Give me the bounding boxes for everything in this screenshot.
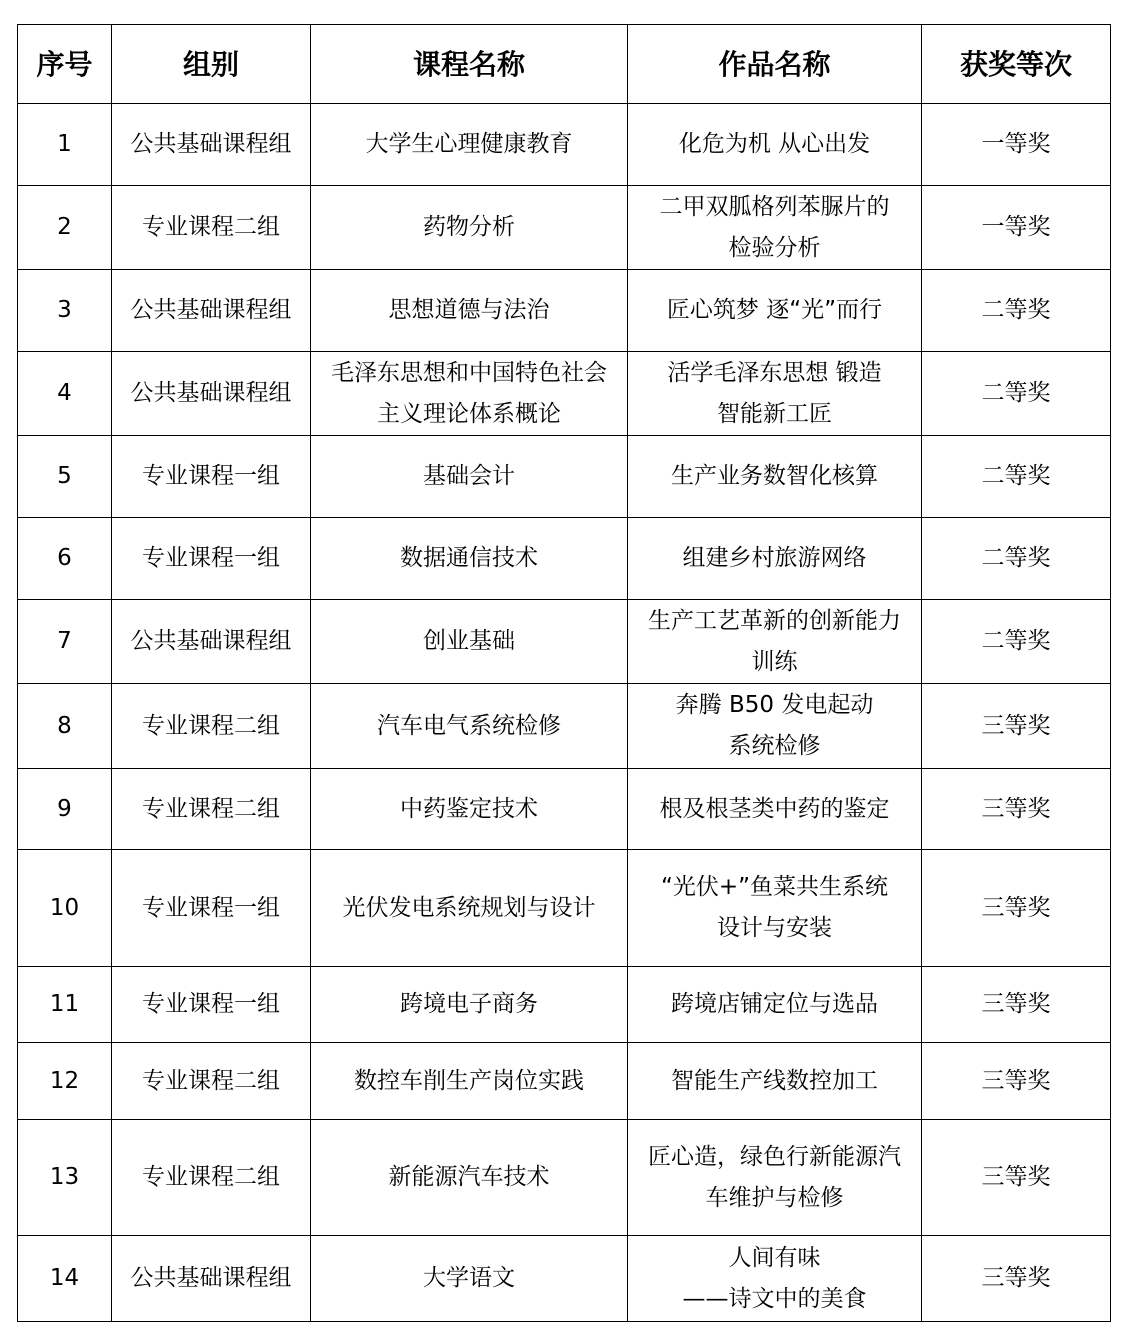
cell-award: 三等奖	[922, 1236, 1111, 1322]
cell-course	[311, 600, 628, 684]
cell-award: 三等奖	[922, 769, 1111, 850]
cell-work-line: 车维护与检修	[705, 1184, 844, 1211]
table-row	[18, 352, 1111, 436]
cell-award: 二等奖	[922, 436, 1111, 518]
cell-work	[628, 1120, 922, 1236]
cell-course-line: 汽车电气系统检修	[377, 712, 561, 739]
cell-course	[311, 518, 628, 600]
cell-no: 12	[18, 1043, 112, 1120]
cell-group: 专业课程二组	[112, 186, 311, 270]
cell-work-line: 跨境店铺定位与选品	[671, 991, 878, 1017]
cell-work	[628, 684, 922, 769]
cell-award: 三等奖	[922, 1043, 1111, 1120]
cell-course-line: 中药鉴定技术	[400, 795, 538, 822]
cell-course-line: 数控车削生产岗位实践	[354, 1067, 584, 1094]
header-award: 获奖等次	[922, 25, 1111, 104]
header-work: 作品名称	[628, 25, 922, 104]
table-row	[18, 684, 1111, 769]
cell-no: 3	[18, 270, 112, 352]
cell-group: 公共基础课程组	[112, 104, 311, 186]
cell-course	[311, 850, 628, 967]
cell-course-line: 毛泽东思想和中国特色社会	[331, 359, 607, 386]
cell-work-line: 系统检修	[728, 733, 821, 759]
cell-work	[628, 352, 922, 436]
cell-no: 4	[18, 352, 112, 436]
cell-work-line: 智能新工匠	[717, 400, 832, 427]
cell-group: 专业课程二组	[112, 1120, 311, 1236]
cell-work	[628, 850, 922, 967]
cell-course	[311, 1120, 628, 1236]
cell-work-line: 奔腾 B50 发电起动	[675, 692, 874, 718]
header-row	[18, 25, 1111, 104]
cell-course-line: 新能源汽车技术	[388, 1164, 550, 1190]
cell-course-line: 跨境电子商务	[400, 991, 538, 1017]
table-row	[18, 769, 1111, 850]
cell-work	[628, 769, 922, 850]
cell-work-line: 化危为机 从心出发	[678, 131, 871, 157]
cell-award: 一等奖	[922, 104, 1111, 186]
cell-work-line: 组建乡村旅游网络	[682, 545, 867, 571]
cell-group: 专业课程一组	[112, 967, 311, 1043]
cell-work	[628, 600, 922, 684]
cell-course-line: 基础会计	[423, 463, 515, 489]
cell-work	[628, 967, 922, 1043]
cell-course-line: 光伏发电系统规划与设计	[342, 894, 596, 921]
cell-no: 10	[18, 850, 112, 967]
cell-group: 专业课程二组	[112, 1043, 311, 1120]
cell-course-line: 数据通信技术	[400, 545, 538, 571]
cell-course	[311, 352, 628, 436]
cell-award: 三等奖	[922, 967, 1111, 1043]
cell-work	[628, 1236, 922, 1322]
cell-work-line: 智能生产线数控加工	[671, 1067, 878, 1094]
cell-work-line: 设计与安装	[717, 915, 832, 941]
cell-work-line: 人间有味	[728, 1244, 821, 1271]
cell-no: 2	[18, 186, 112, 270]
cell-course	[311, 967, 628, 1043]
cell-group: 公共基础课程组	[112, 1236, 311, 1322]
cell-work-line: 检验分析	[728, 234, 821, 261]
cell-award: 一等奖	[922, 186, 1111, 270]
cell-course-line: 药物分析	[423, 214, 515, 240]
cell-group: 专业课程一组	[112, 850, 311, 967]
cell-group: 公共基础课程组	[112, 600, 311, 684]
cell-work-line: 二甲双胍格列苯脲片的	[659, 193, 890, 220]
table-row	[18, 600, 1111, 684]
cell-no: 11	[18, 967, 112, 1043]
table-row	[18, 1236, 1111, 1322]
cell-award: 三等奖	[922, 1120, 1111, 1236]
cell-award: 二等奖	[922, 600, 1111, 684]
cell-no: 13	[18, 1120, 112, 1236]
header-group: 组别	[112, 25, 311, 104]
cell-award: 二等奖	[922, 270, 1111, 352]
cell-no: 6	[18, 518, 112, 600]
table-row	[18, 518, 1111, 600]
cell-group: 专业课程二组	[112, 769, 311, 850]
cell-work-line: 生产业务数智化核算	[671, 463, 878, 489]
cell-course	[311, 186, 628, 270]
header-course: 课程名称	[311, 25, 628, 104]
cell-work	[628, 270, 922, 352]
cell-work-line: 匠心筑梦 逐“光”而行	[666, 297, 883, 323]
cell-work-line: 根及根茎类中药的鉴定	[659, 795, 890, 822]
cell-group: 公共基础课程组	[112, 270, 311, 352]
cell-work-line: “光伏+”鱼菜共生系统	[660, 874, 889, 900]
table-row	[18, 967, 1111, 1043]
cell-group: 专业课程二组	[112, 684, 311, 769]
cell-course	[311, 1236, 628, 1322]
cell-work-line: ——诗文中的美食	[682, 1285, 867, 1312]
cell-group: 专业课程一组	[112, 436, 311, 518]
cell-award: 二等奖	[922, 352, 1111, 436]
table-row	[18, 436, 1111, 518]
cell-work-line: 训练	[751, 648, 798, 675]
cell-course-line: 大学生心理健康教育	[365, 131, 573, 157]
cell-work	[628, 104, 922, 186]
cell-course	[311, 436, 628, 518]
cell-course-line: 大学语文	[423, 1265, 515, 1291]
table-row	[18, 850, 1111, 967]
cell-course-line: 创业基础	[423, 628, 515, 654]
cell-no: 8	[18, 684, 112, 769]
table-row	[18, 186, 1111, 270]
cell-award: 二等奖	[922, 518, 1111, 600]
cell-course-line: 思想道德与法治	[388, 297, 550, 323]
cell-course	[311, 270, 628, 352]
cell-work	[628, 186, 922, 270]
table-row	[18, 1043, 1111, 1120]
cell-work-line: 生产工艺革新的创新能力	[648, 607, 901, 634]
cell-no: 14	[18, 1236, 112, 1322]
cell-work	[628, 518, 922, 600]
cell-work	[628, 1043, 922, 1120]
table-row	[18, 1120, 1111, 1236]
cell-course	[311, 769, 628, 850]
table-row	[18, 270, 1111, 352]
award-table	[17, 24, 1111, 1322]
table-body	[18, 104, 1111, 1322]
cell-course	[311, 684, 628, 769]
cell-work-line: 匠心造，绿色行新能源汽	[648, 1143, 901, 1170]
cell-work	[628, 436, 922, 518]
header-no: 序号	[18, 25, 112, 104]
cell-no: 5	[18, 436, 112, 518]
cell-work-line: 活学毛泽东思想 锻造	[667, 359, 882, 386]
cell-no: 1	[18, 104, 112, 186]
cell-award: 三等奖	[922, 684, 1111, 769]
cell-course	[311, 1043, 628, 1120]
table-row	[18, 104, 1111, 186]
cell-group: 公共基础课程组	[112, 352, 311, 436]
cell-course-line: 主义理论体系概论	[377, 400, 561, 427]
cell-group: 专业课程一组	[112, 518, 311, 600]
cell-course	[311, 104, 628, 186]
cell-no: 9	[18, 769, 112, 850]
cell-award: 三等奖	[922, 850, 1111, 967]
cell-no: 7	[18, 600, 112, 684]
